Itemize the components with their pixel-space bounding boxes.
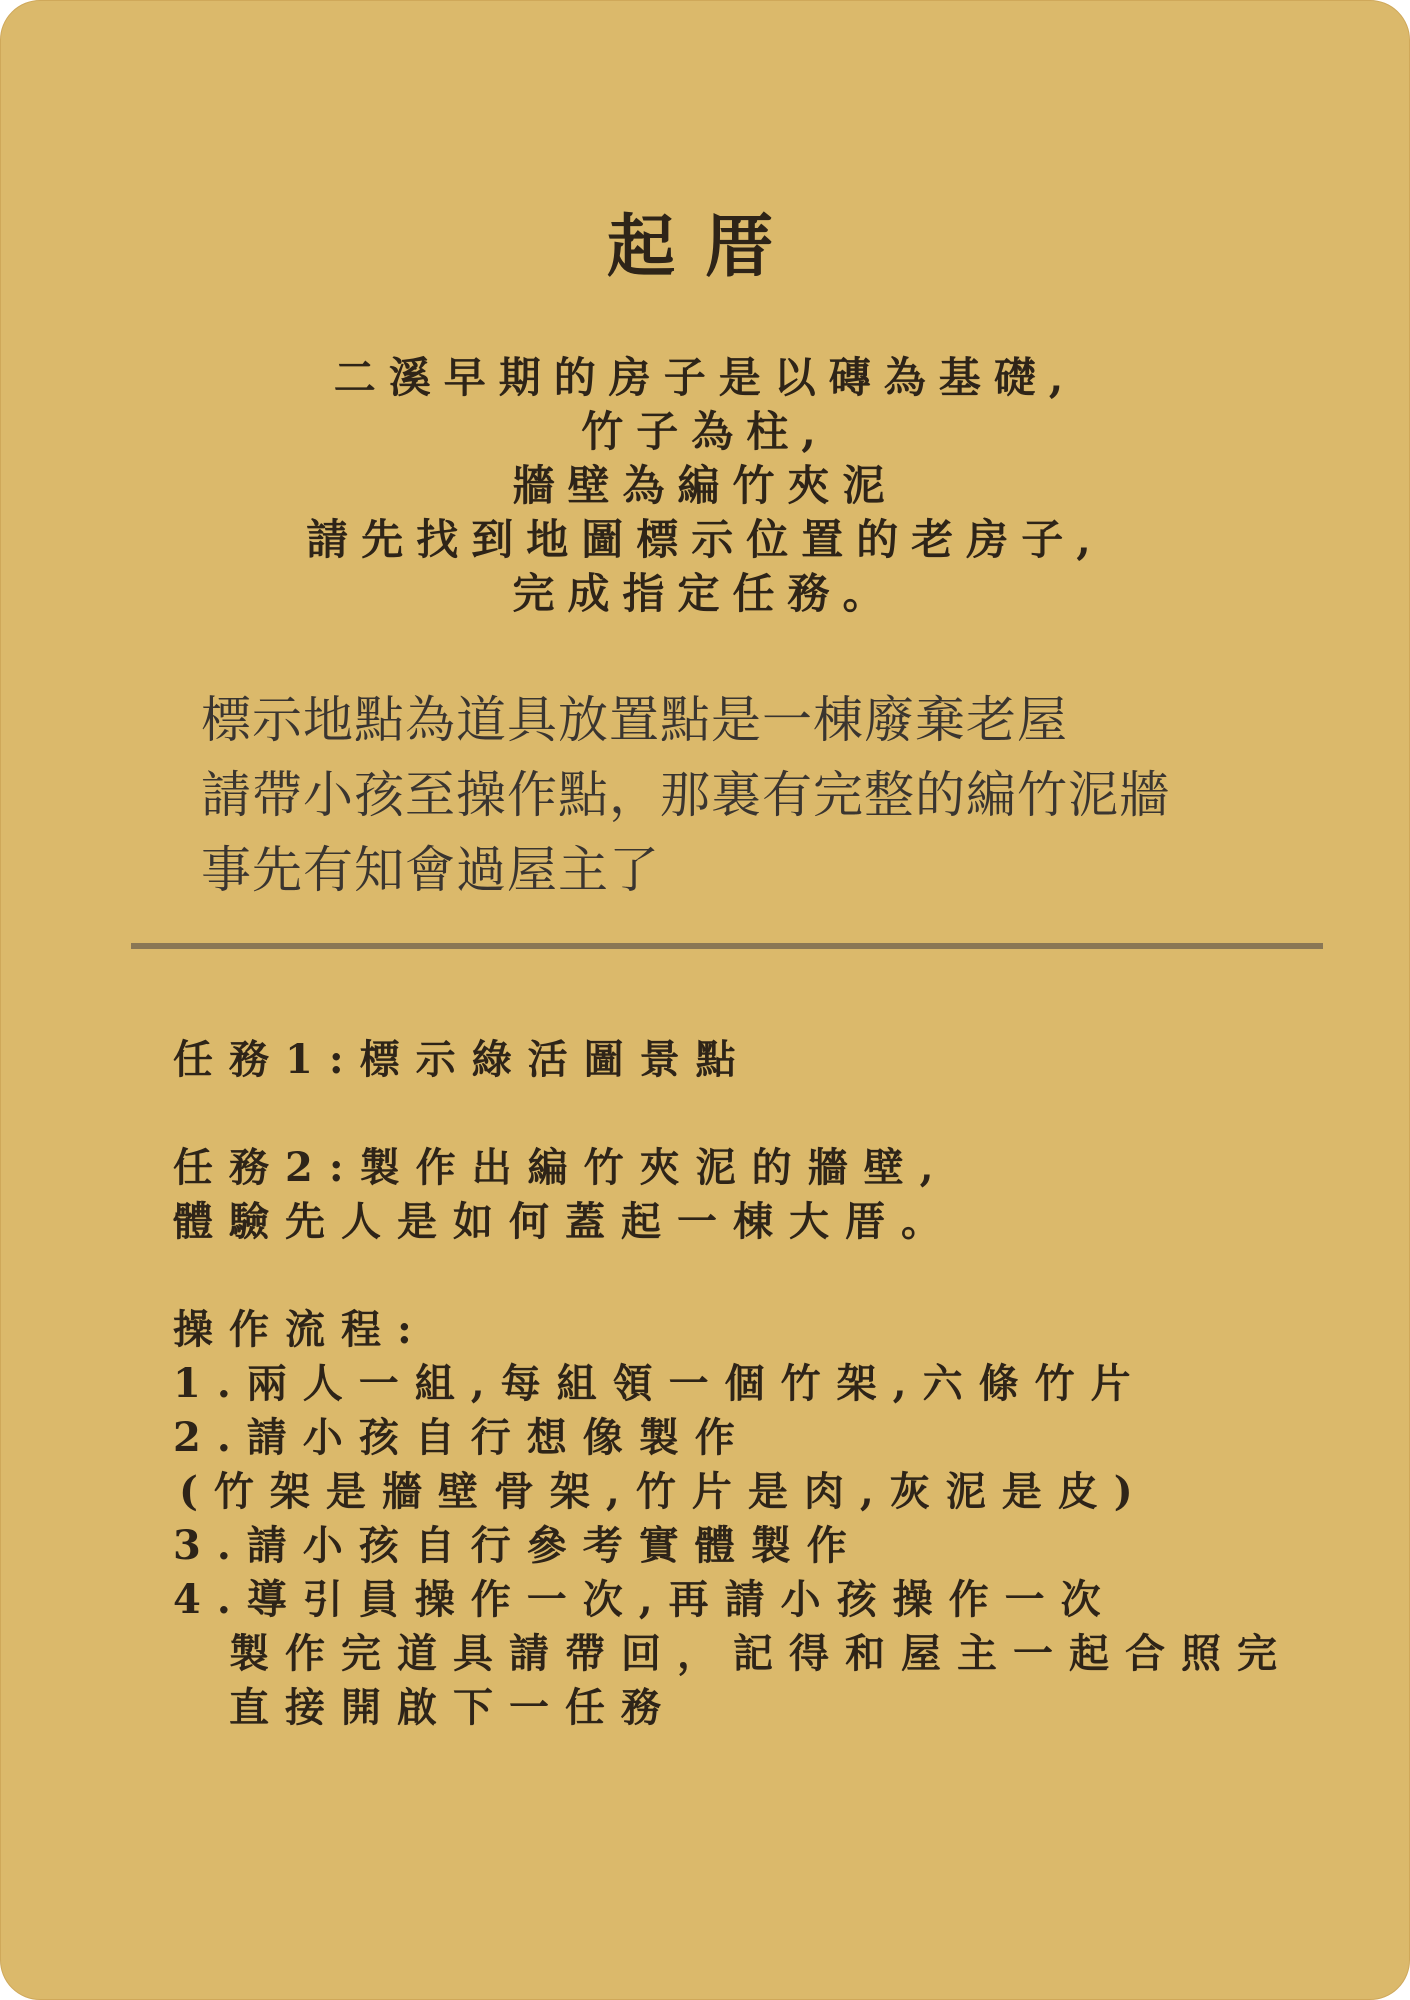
- intro-line: 竹子為柱,: [581, 407, 829, 456]
- intro-line: 請先找到地圖標示位置的老房子,: [306, 515, 1104, 564]
- section-divider: [131, 943, 1323, 949]
- procedure-step-2-note: (竹架是牆壁骨架,竹片是肉,灰泥是皮): [179, 1468, 1149, 1515]
- task-list: [173, 1033, 1293, 1735]
- procedure-step-3: 3.請小孩自行參考實體製作: [173, 1522, 863, 1569]
- procedure-step-4-note: 直接開啟下一任務: [229, 1684, 677, 1731]
- intro-line: 完成指定任務。: [512, 569, 898, 618]
- card-title: 起厝: [606, 207, 803, 287]
- intro-line: 二溪早期的房子是以磚為基礎,: [333, 353, 1077, 402]
- task-2-detail: 體驗先人是如何蓋起一棟大厝。: [173, 1198, 957, 1245]
- procedure-step-1: 1.兩人一組,每組領一個竹架,六條竹片: [173, 1360, 1147, 1407]
- procedure-step-2: 2.請小孩自行想像製作: [173, 1414, 751, 1461]
- note-line: 標示地點為道具放置點是一棟廢棄老屋: [201, 691, 1068, 749]
- blank-line: [173, 1087, 1293, 1141]
- blank-line: [173, 1249, 1293, 1303]
- note-line: 請帶小孩至操作點，那裏有完整的編竹泥牆: [201, 766, 1170, 824]
- task-1: 任務1:標示綠活圖景點: [173, 1036, 752, 1083]
- intro-text: [1, 351, 1409, 621]
- procedure-step-4-note: 製作完道具請帶回，記得和屋主一起合照完: [229, 1630, 1293, 1677]
- intro-line: 牆壁為編竹夾泥: [512, 461, 898, 510]
- procedure-heading: 操作流程:: [173, 1306, 428, 1353]
- task-2: 任務2:製作出編竹夾泥的牆壁,: [173, 1144, 950, 1191]
- note-line: 事先有知會過屋主了: [201, 841, 660, 899]
- procedure-step-4: 4.導引員操作一次,再請小孩操作一次: [173, 1576, 1117, 1623]
- guide-notes: [201, 683, 1170, 908]
